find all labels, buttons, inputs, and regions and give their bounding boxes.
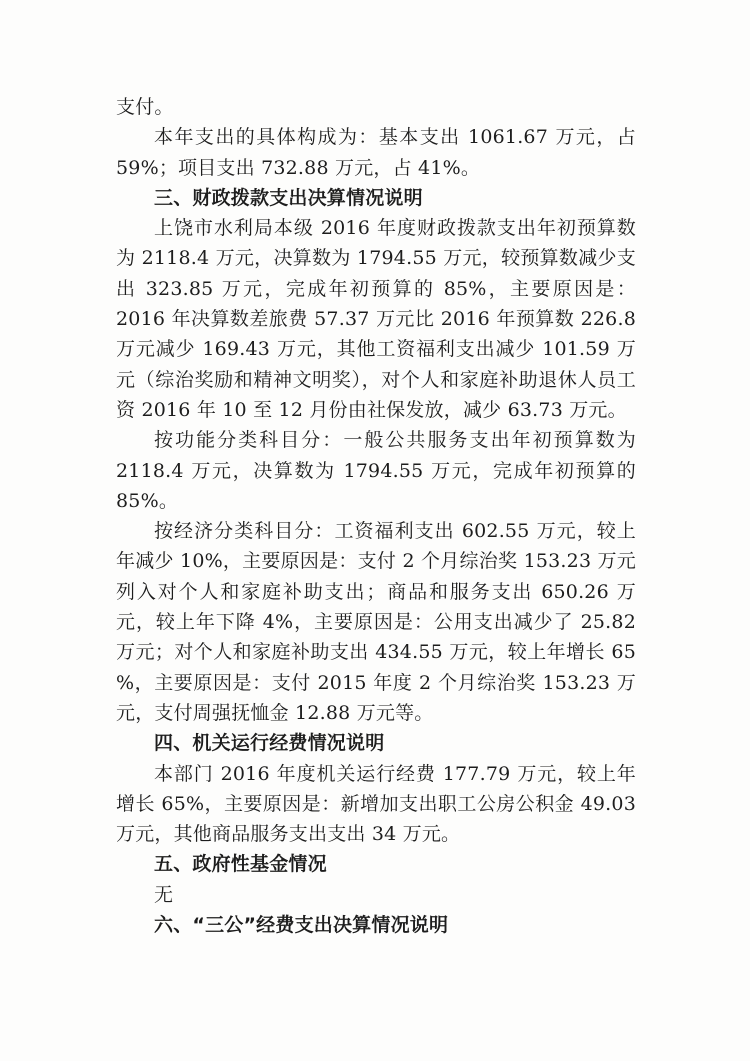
paragraph-functional-classification: 按功能分类科目分：一般公共服务支出年初预算数为 2118.4 万元，决算数为 1794.55 万元，完成年初预算的 85%。 xyxy=(116,429,636,512)
heading-section-4: 四、机关运行经费情况说明 xyxy=(154,732,385,755)
paragraph-government-funds-none: 无 xyxy=(154,883,174,906)
paragraph-intro-end: 支付。 xyxy=(116,96,174,118)
paragraph-economic-classification: 按经济分类科目分：工资福利支出 602.55 万元，较上年减少 10%，主要原因是：支付 2 个月综治奖 153.23 万元列入对个人和家庭补助支出；商品和服务支出 650.26 万元，较上年下降 4%，主要原因是：公用支出减少了 25.82 万元；对个人和家庭补助支出 434.55 万元，较上年增长 65 %，主要原因是：支付 2015 年度 2 个月综治奖 153.23 万元，支付周强抚恤金 12.88 万元等。 xyxy=(116,520,636,724)
paragraph-operating-expenses: 本部门 2016 年度机关运行经费 177.79 万元，较上年增长 65%，主要原因是：新增加支出职工公房公积金 49.03 万元，其他商品服务支出支出 34 万元。 xyxy=(116,762,636,846)
heading-section-6: 六、“三公”经费支出决算情况说明 xyxy=(154,914,449,937)
heading-section-3: 三、财政拨款支出决算情况说明 xyxy=(154,186,423,209)
paragraph-budget-explanation: 上饶市水利局本级 2016 年度财政拨款支出年初预算数为 2118.4 万元，决算数为 1794.55 万元，较预算数减少支出 323.85 万元，完成年初预算的 85%，主要原因是：2016 年决算数差旅费 57.37 万元比 2016 年预算数 226.8 万元减少 169.43 万元，其他工资福利支出减少 101.59 万元（综治奖励和精神文明奖），对个人和家庭补助退休人员工资 2016 年 10 至 12 月份由社保发放，减少 63.73 万元。 xyxy=(116,217,636,421)
document-body xyxy=(116,92,636,940)
heading-section-5: 五、政府性基金情况 xyxy=(154,853,327,876)
paragraph-expenditure-composition: 本年支出的具体构成为：基本支出 1061.67 万元，占 59%；项目支出 732.88 万元，占 41%。 xyxy=(116,126,636,179)
